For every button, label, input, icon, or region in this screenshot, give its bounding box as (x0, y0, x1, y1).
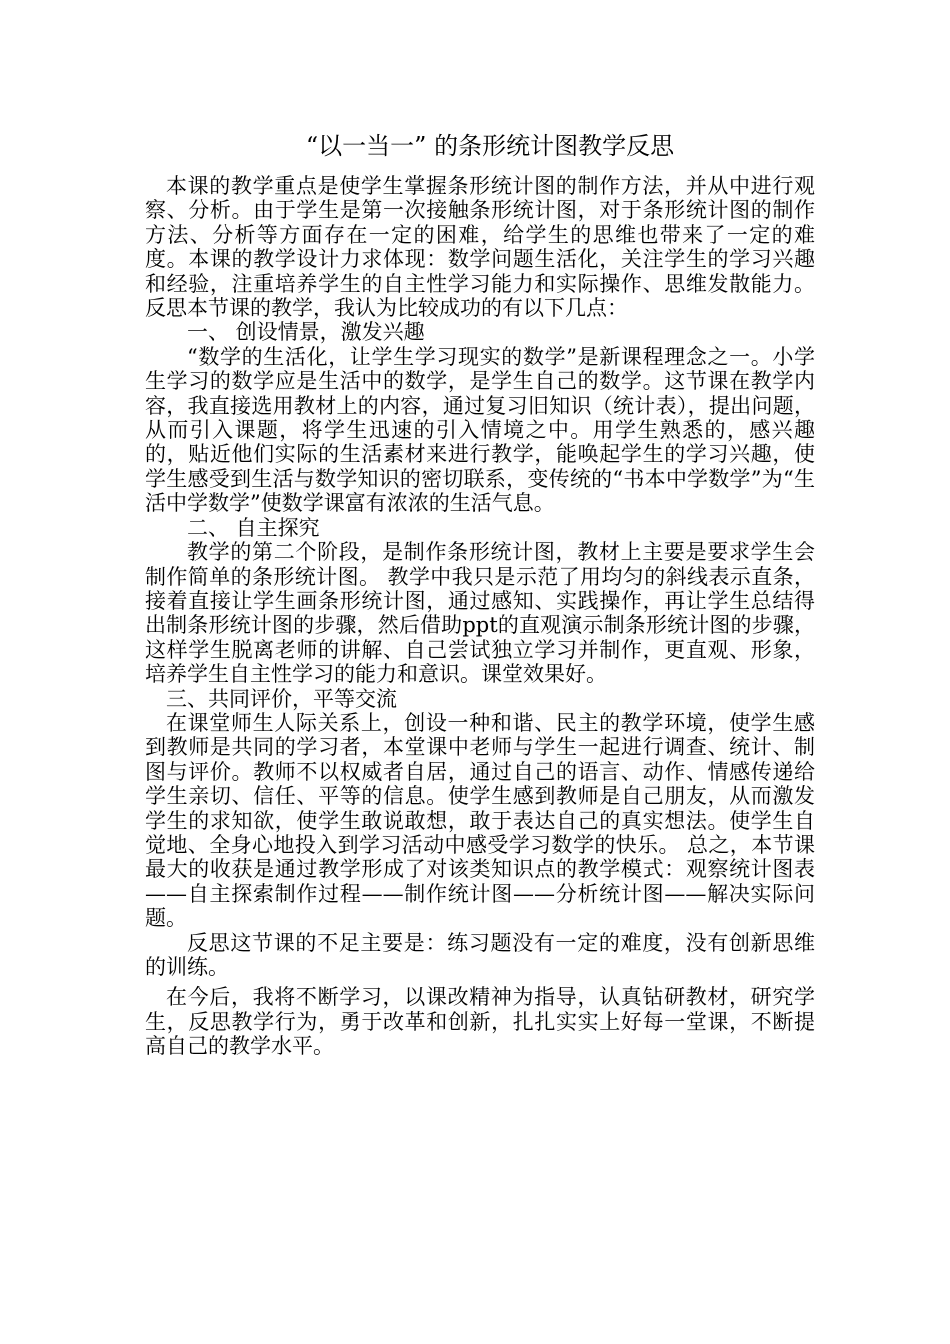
intro-paragraph: 本课的教学重点是使学生掌握条形统计图的制作方法，并从中进行观察、分析。由于学生是第一次接触条形统计图，对于条形统计图的制作方法、分析等方面存在一定的困难，给学生的思维也带来了一定的难度。本课的教学设计力求体现：数学问题生活化，关注学生的学习兴趣和经验，注重培养学生的自主性学习能力和实际操作、思维发散能力。反思本节课的教学，我认为比较成功的有以下几点： (145, 174, 815, 321)
section-body-2: 教学的第二个阶段，是制作条形统计图，教材上主要是要求学生会制作简单的条形统计图。 教学中我只是示范了用均匀的斜线表示直条，接着直接让学生画条形统计图，通过感知、实践操作，再让学生总结得出制条形统计图的步骤，然后借助ppt的直观演示制条形统计图的步骤，这样学生脱离老师的讲解、自己尝试独立学习并制作，更直观、形象，培养学生自主性学习的能力和意识。课堂效果好。 (145, 540, 815, 687)
document-body (145, 130, 815, 1059)
section-heading-3: 三、共同评价，平等交流 (166, 686, 397, 711)
section-heading-2: 二、 自主探究 (187, 515, 320, 540)
reflection-paragraph: 反思这节课的不足主要是：练习题没有一定的难度，没有创新思维的训练。 (145, 930, 815, 979)
conclusion-paragraph: 在今后，我将不断学习，以课改精神为指导，认真钻研教材，研究学生，反思教学行为，勇于改革和创新，扎扎实实上好每一堂课，不断提高自己的教学水平。 (145, 985, 815, 1059)
document-title: “以一当一” 的条形统计图教学反思 (305, 132, 675, 160)
section-body-1: “数学的生活化，让学生学习现实的数学”是新课程理念之一。小学生学习的数学应是生活中的数学，是学生自己的数学。这节课在教学内容，我直接选用教材上的内容，通过复习旧知识（统计表），提出问题，从而引入课题，将学生迅速的引入情境之中。用学生熟悉的，感兴趣的，贴近他们实际的生活素材来进行教学，能唤起学生的学习兴趣，使学生感受到生活与数学知识的密切联系，变传统的“书本中学数学”为“生活中学数学”使数学课富有浓浓的生活气息。 (145, 344, 815, 516)
section-body-3: 在课堂师生人际关系上，创设一种和谐、民主的教学环境，使学生感到教师是共同的学习者，本堂课中老师与学生一起进行调查、统计、制图与评价。教师不以权威者自居，通过自己的语言、动作、情感传递给学生亲切、信任、平等的信息。使学生感到教师是自己朋友，从而激发学生的求知欲，使学生敢说敢想，敢于表达自己的真实想法。使学生自觉地、全身心地投入到学习活动中感受学习数学的快乐。 总之，本节课最大的收获是通过教学形成了对该类知识点的教学模式：观察统计图表——自主探索制作过程——制作统计图——分析统计图——解决实际问题。 (145, 710, 815, 931)
section-heading-1: 一、 创设情景，激发兴趣 (187, 320, 425, 345)
